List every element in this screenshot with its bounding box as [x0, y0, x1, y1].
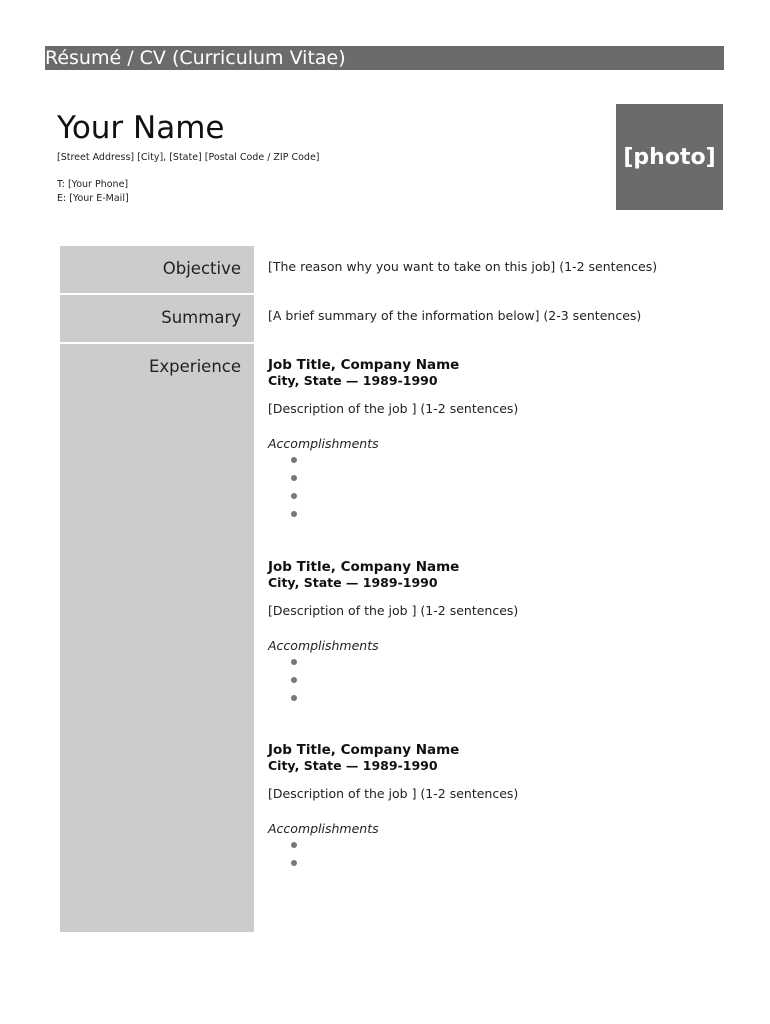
- accomplishment-bullet: [268, 673, 708, 691]
- accomplishment-bullet: [268, 856, 708, 874]
- section-label-summary: Summary: [161, 308, 241, 327]
- accomplishment-bullet: [268, 691, 708, 709]
- job-description: [Description of the job ] (1-2 sentences): [268, 401, 519, 416]
- job-entry: [268, 742, 708, 874]
- job-entry: [268, 559, 708, 709]
- objective-text: [The reason why you want to take on this job] (1-2 sentences): [268, 259, 658, 274]
- bullet-dot-icon: [291, 677, 297, 683]
- section-experience-header: [60, 344, 254, 932]
- section-objective-header: [60, 246, 254, 293]
- accomplishments-label: Accomplishments: [268, 821, 379, 836]
- section-label-objective: Objective: [162, 259, 241, 278]
- section-summary-header: [60, 295, 254, 342]
- bullet-dot-icon: [291, 860, 297, 866]
- job-location-dates: City, State — 1989-1990: [268, 373, 438, 388]
- job-location-dates: City, State — 1989-1990: [268, 758, 438, 773]
- job-entry: [268, 357, 708, 525]
- bullet-dot-icon: [291, 842, 297, 848]
- photo-placeholder: [616, 104, 723, 210]
- applicant-email: E: [Your E-Mail]: [57, 193, 129, 204]
- job-title: Job Title, Company Name: [268, 357, 460, 373]
- bullet-dot-icon: [291, 695, 297, 701]
- job-description: [Description of the job ] (1-2 sentences): [268, 603, 519, 618]
- job-title: Job Title, Company Name: [268, 742, 460, 758]
- applicant-name: Your Name: [57, 110, 225, 146]
- accomplishment-bullet: [268, 838, 708, 856]
- accomplishment-bullet: [268, 655, 708, 673]
- document-title: Résumé / CV (Curriculum Vitae): [45, 47, 346, 69]
- accomplishments-label: Accomplishments: [268, 436, 379, 451]
- accomplishment-bullet: [268, 507, 708, 525]
- accomplishments-list: [268, 838, 708, 874]
- document-title-bar: [45, 46, 724, 70]
- accomplishment-bullet: [268, 453, 708, 471]
- job-location-dates: City, State — 1989-1990: [268, 575, 438, 590]
- bullet-dot-icon: [291, 493, 297, 499]
- accomplishments-label: Accomplishments: [268, 638, 379, 653]
- applicant-phone: T: [Your Phone]: [57, 179, 129, 190]
- job-title: Job Title, Company Name: [268, 559, 460, 575]
- accomplishments-list: [268, 453, 708, 525]
- summary-text: [A brief summary of the information below] (2-3 sentences): [268, 308, 642, 323]
- bullet-dot-icon: [291, 457, 297, 463]
- accomplishment-bullet: [268, 489, 708, 507]
- section-label-experience: Experience: [148, 357, 241, 376]
- bullet-dot-icon: [291, 659, 297, 665]
- bullet-dot-icon: [291, 475, 297, 481]
- applicant-address: [Street Address] [City], [State] [Postal Code / ZIP Code]: [57, 152, 320, 163]
- accomplishments-list: [268, 655, 708, 709]
- bullet-dot-icon: [291, 511, 297, 517]
- photo-label: [photo]: [623, 144, 716, 170]
- accomplishment-bullet: [268, 471, 708, 489]
- job-description: [Description of the job ] (1-2 sentences): [268, 786, 519, 801]
